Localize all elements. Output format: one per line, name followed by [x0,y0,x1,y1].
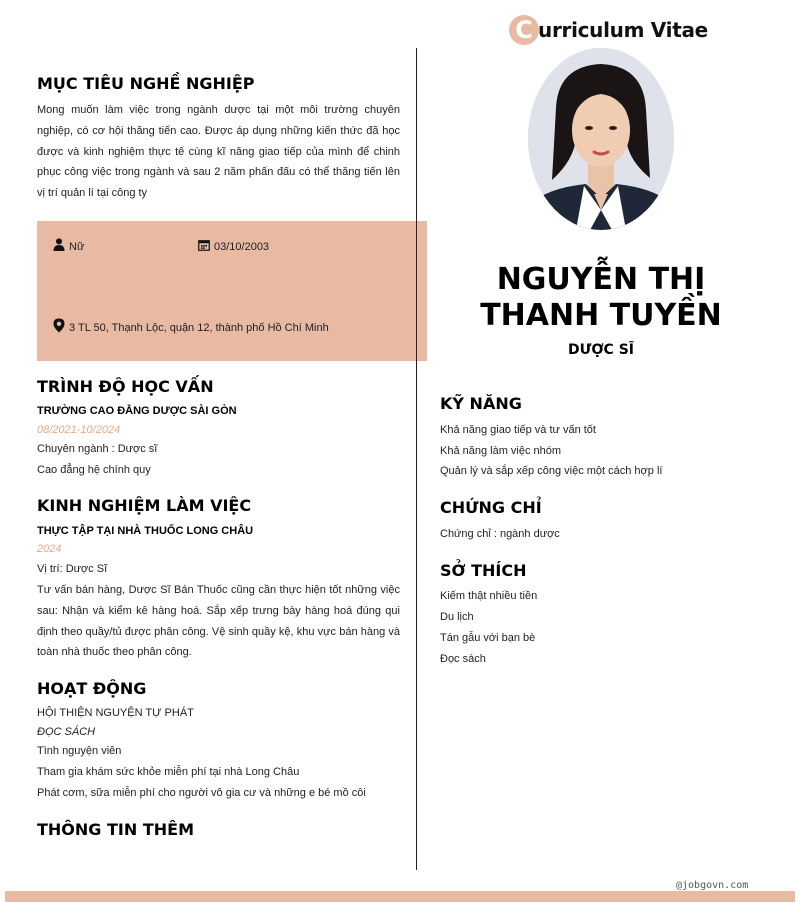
objective-heading: MỤC TIÊU NGHỀ NGHIỆP [37,74,255,93]
activities-organization: HỘI THIỆN NGUYỆN TỰ PHÁT [37,707,194,719]
skill-item: Khả năng giao tiếp và tư vấn tốt [440,424,596,436]
birthdate-info [198,239,269,255]
education-school: TRƯỜNG CAO ĐẲNG DƯỢC SÀI GÒN [37,405,237,417]
profile-photo [528,48,674,230]
objective-text: Mong muốn làm việc trong ngành dược tại một môi trường chuyên nghiệp, có cơ hội thăng tiến cao. Được áp dụng những kiến thức đã học được và kinh nghiệm thực tế cùng kĩ năng giao tiếp của mình để chinh phục công việc trong ngành và sau 2 năm phấn đấu có thể thăng tiến lên vị trí quản lí tại công ty [37,104,400,200]
location-pin-icon [53,318,65,338]
skills-heading: KỸ NĂNG [440,394,522,413]
address-info [53,320,329,336]
cv-title-initial: C [509,15,539,45]
experience-period: 2024 [37,543,62,555]
experience-heading: KINH NGHIỆM LÀM VIỆC [37,496,252,515]
education-line: Cao đẳng hệ chính quy [37,464,151,476]
skill-item: Quản lý và sắp xếp công việc một cách hợp lí [440,465,663,477]
certificate-item: Chứng chỉ : ngành dược [440,528,560,540]
address-text: 3 TL 50, Thạnh Lộc, quận 12, thành phố Hồ Chí Minh [69,322,329,334]
education-line: Chuyên ngành : Dược sĩ [37,443,158,455]
more-info-heading: THÔNG TIN THÊM [37,820,194,839]
full-name: NGUYỄN THỊ THANH TUYỀN [480,262,722,333]
activities-line: Phát cơm, sữa miễn phí cho người vô gia cư và những e bé mồ côi [37,787,366,799]
hobbies-heading: SỞ THÍCH [440,561,527,580]
education-period: 08/2021-10/2024 [37,424,121,436]
experience-company: THỰC TẬP TẠI NHÀ THUỐC LONG CHÂU [37,525,254,537]
calendar-icon [198,238,210,256]
birthdate-text: 03/10/2003 [214,241,270,253]
skill-item: Khả năng làm việc nhóm [440,445,562,457]
gender-text: Nữ [69,241,85,253]
hobby-item: Kiếm thật nhiều tiền [440,590,538,602]
person-icon [53,238,65,256]
education-heading: TRÌNH ĐỘ HỌC VẤN [37,377,214,396]
hobby-item: Đọc sách [440,653,486,665]
hobby-item: Tán gẫu với bạn bè [440,632,536,644]
experience-position: Vị trí: Dược Sĩ [37,563,108,575]
column-divider [416,48,417,870]
bottom-accent-bar [5,891,795,902]
job-role: DƯỢC SĨ [568,342,634,358]
experience-description: Tư vấn bán hàng, Dược Sĩ Bán Thuốc cũng cần thực hiện tốt những việc sau: Nhận và kiểm kê hàng hoá. Sắp xếp trưng bày hàng hoá đúng qui định theo quầy/tủ được phân công. Vệ sinh quầy kệ, khu vực bán hàng và toàn nhà thuốc theo phân công. [37,584,400,659]
activities-subtitle: ĐỌC SÁCH [37,726,96,738]
activities-heading: HOẠT ĐỘNG [37,679,147,698]
activities-line: Tham gia khám sức khỏe miễn phí tại nhà Long Châu [37,766,300,778]
portrait-illustration [528,48,674,230]
cv-title [509,14,708,46]
cv-title-rest: urriculum Vitae [538,18,708,42]
activities-line: Tình nguyện viên [37,745,122,757]
gender-info [53,239,84,255]
hobby-item: Du lịch [440,611,474,623]
certificates-heading: CHỨNG CHỈ [440,498,542,517]
watermark: @jobgovn.com [676,880,749,891]
